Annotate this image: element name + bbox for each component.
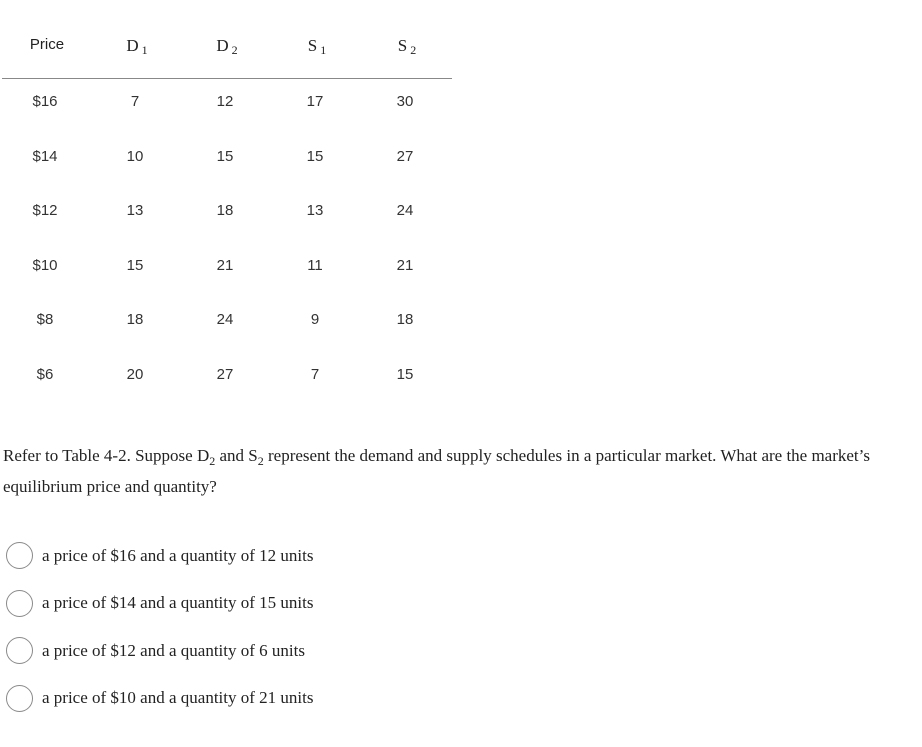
cell-d2: 21 [216,256,234,274]
table-body [0,79,452,407]
table-row [0,352,452,407]
cell-d1: 10 [126,147,144,165]
question-part3: represent the demand and supply schedules in a particular market. What are the market’s equilibrium price and quantity? [3,446,870,496]
table-row [0,297,452,352]
header-s2-letter: S [397,36,409,55]
cell-price: $8 [36,311,54,329]
question-sub-d: 2 [209,454,216,468]
cell-d1: 18 [126,311,144,329]
radio-button[interactable] [6,685,33,712]
header-s1 [272,36,362,56]
cell-s2: 21 [396,256,414,274]
cell-price: $14 [32,147,58,165]
answer-option-label: a price of $14 and a quantity of 15 units [42,593,314,613]
answer-option-3[interactable] [6,627,313,675]
header-d1 [92,36,182,56]
table-row [0,243,452,298]
cell-s1: 7 [310,365,320,383]
cell-s2: 18 [396,311,414,329]
cell-d2: 18 [216,202,234,220]
cell-price: $16 [32,93,58,110]
table-header-row [2,20,452,79]
cell-s2: 27 [396,147,414,165]
header-s1-letter: S [307,36,319,55]
radio-button[interactable] [6,590,33,617]
cell-s2: 30 [396,93,414,110]
header-d1-letter: D [126,36,140,55]
table-row [0,134,452,189]
question-sub-s: 2 [257,454,264,468]
cell-d1: 13 [126,202,144,220]
cell-d2: 24 [216,311,234,329]
cell-price: $10 [32,256,58,274]
answer-option-4[interactable] [6,675,313,723]
cell-s1: 9 [310,311,320,329]
cell-d1: 15 [126,256,144,274]
schedule-table [2,20,452,79]
cell-d2: 15 [216,147,234,165]
header-price: Price [29,36,65,53]
cell-s2: 24 [396,202,414,220]
header-d2-letter: D [216,36,230,55]
header-d1-sub: 1 [141,43,148,57]
answer-option-label: a price of $10 and a quantity of 21 units [42,688,314,708]
cell-d2: 27 [216,365,234,383]
answer-option-1[interactable] [6,532,313,580]
answer-option-label: a price of $16 and a quantity of 12 units [42,545,314,565]
cell-d2: 12 [216,93,234,110]
cell-d1: 7 [130,93,140,110]
radio-button[interactable] [6,542,33,569]
question-part2: and S [215,446,258,465]
cell-s1: 13 [306,202,324,220]
question-text [3,441,918,502]
header-d2 [182,36,272,56]
cell-price: $12 [32,202,58,220]
cell-s2: 15 [396,365,414,383]
cell-s1: 11 [307,256,323,274]
header-d2-sub: 2 [231,43,238,57]
table-row [0,79,452,134]
header-s1-sub: 1 [320,43,327,57]
question-part1: Refer to Table 4-2. Suppose D [3,446,210,465]
table-row [0,188,452,243]
radio-button[interactable] [6,637,33,664]
answer-option-label: a price of $12 and a quantity of 6 units [42,640,305,660]
cell-price: $6 [36,365,54,383]
answer-option-2[interactable] [6,580,313,628]
header-s2-sub: 2 [410,43,417,57]
cell-d1: 20 [126,365,144,383]
cell-s1: 17 [306,93,324,110]
answer-options [6,532,313,722]
cell-s1: 15 [306,147,324,165]
header-s2 [362,36,452,56]
